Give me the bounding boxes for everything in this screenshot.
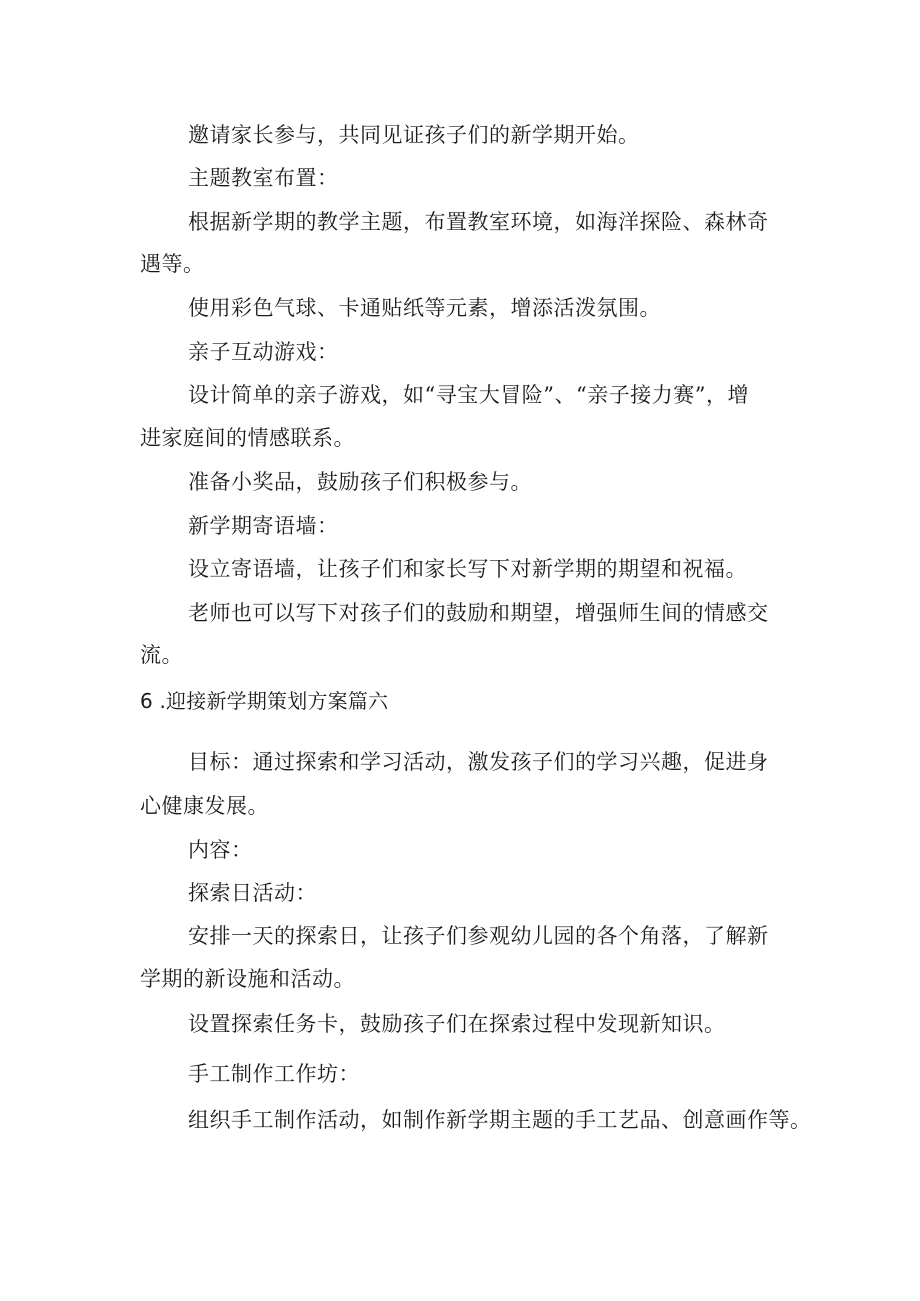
paragraph-line: 设置探索任务卡，鼓励孩子们在探索过程中发现新知识。	[188, 1012, 726, 1036]
paragraph-line: 组织手工制作活动，如制作新学期主题的手工艺品、创意画作等。	[188, 1108, 812, 1132]
paragraph-line: 邀请家长参与，共同见证孩子们的新学期开始。	[188, 123, 640, 147]
paragraph-line: 设计简单的亲子游戏，如“寻宝大冒险”、“亲子接力赛”，增	[188, 383, 749, 407]
paragraph-line: 进家庭间的情感联系。	[140, 426, 355, 450]
paragraph-line: 老师也可以写下对孩子们的鼓励和期望，增强师生间的情感交	[188, 601, 769, 625]
paragraph-line: 安排一天的探索日，让孩子们参观幼儿园的各个角落，了解新	[188, 924, 769, 948]
paragraph-line: 遇等。	[140, 252, 205, 276]
paragraph-line: 设立寄语墙，让孩子们和家长写下对新学期的期望和祝福。	[188, 557, 747, 581]
subheading-line: 探索日活动：	[188, 881, 317, 905]
paragraph-line: 学期的新设施和活动。	[140, 967, 355, 991]
paragraph-line: 准备小奖品，鼓励孩子们积极参与。	[188, 470, 532, 494]
subheading-line: 亲子互动游戏：	[188, 340, 339, 364]
subheading-line: 内容：	[188, 838, 253, 862]
subheading-line: 主题教室布置：	[188, 166, 339, 190]
paragraph-line: 使用彩色气球、卡通贴纸等元素，增添活泼氛围。	[188, 296, 661, 320]
paragraph-line: 目标：通过探索和学习活动，激发孩子们的学习兴趣，促进身	[188, 750, 769, 774]
paragraph-line: 流。	[140, 643, 183, 667]
paragraph-line: 根据新学期的教学主题，布置教室环境，如海洋探险、森林奇	[188, 210, 769, 234]
subheading-line: 手工制作工作坊：	[188, 1062, 360, 1086]
paragraph-line: 心健康发展。	[140, 794, 269, 818]
section-heading: 6 .迎接新学期策划方案篇六	[140, 689, 389, 713]
subheading-line: 新学期寄语墙：	[188, 514, 339, 538]
